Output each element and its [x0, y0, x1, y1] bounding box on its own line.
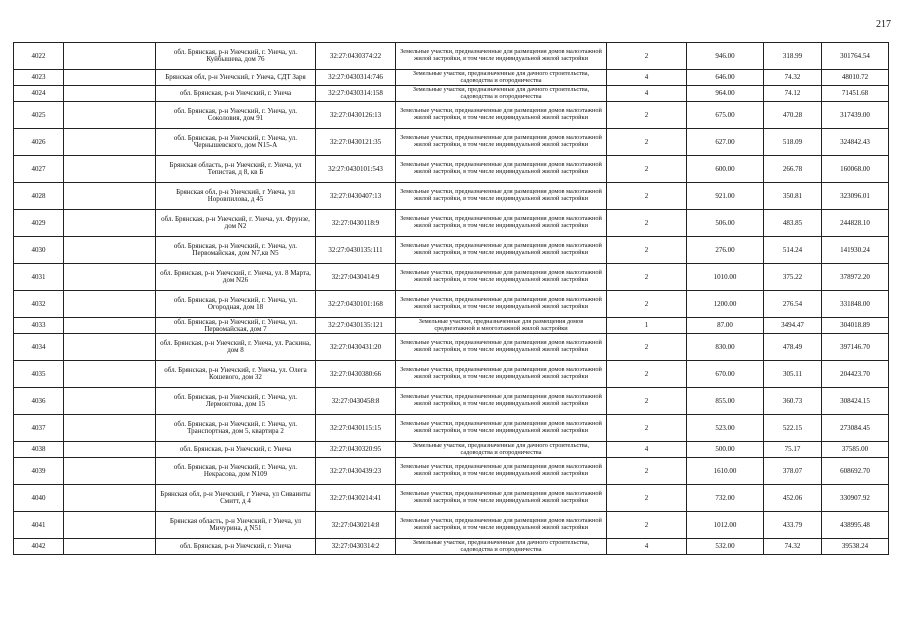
blank-cell — [64, 210, 156, 237]
land-use-cell: Земельные участки, предназначенные для размещения домов малоэтажной жилой застройки, в том числе индивидуальной жилой застройки — [396, 291, 607, 318]
cadastral-value-cell: 160068.00 — [822, 156, 889, 183]
area-cell: 921.00 — [687, 183, 764, 210]
cadastral-number-cell: 32:27:0430431:20 — [316, 334, 396, 361]
group-cell: 4 — [607, 70, 687, 86]
address-cell: обл. Брянская, р-н Унечский, г. Унеча, ул. Первомайская, дом N7,кв N5 — [156, 237, 316, 264]
table-row — [14, 388, 889, 415]
cadastral-number-cell: 32:27:0430214:41 — [316, 485, 396, 512]
area-cell: 946.00 — [687, 43, 764, 70]
land-use-cell: Земельные участки, предназначенные для размещения домов малоэтажной жилой застройки, в том числе индивидуальной жилой застройки — [396, 43, 607, 70]
land-use-cell: Земельные участки, предназначенные для размещения домов малоэтажной жилой застройки, в том числе индивидуальной жилой застройки — [396, 334, 607, 361]
record-number: 4037 — [14, 415, 64, 442]
table-row — [14, 442, 889, 458]
record-number: 4038 — [14, 442, 64, 458]
table-row — [14, 458, 889, 485]
specific-value-cell: 318.99 — [764, 43, 822, 70]
blank-cell — [64, 458, 156, 485]
land-use-cell: Земельные участки, предназначенные для дачного строительства, садоводства и огородничества — [396, 70, 607, 86]
group-cell: 2 — [607, 264, 687, 291]
cadastral-number-cell: 32:27:0430314:158 — [316, 86, 396, 102]
blank-cell — [64, 512, 156, 539]
record-number: 4036 — [14, 388, 64, 415]
specific-value-cell: 74.12 — [764, 86, 822, 102]
area-cell: 87.00 — [687, 318, 764, 334]
address-cell: обл. Брянская, р-н Унечский, г. Унеча, ул. Фрунзе, дом N2 — [156, 210, 316, 237]
address-cell: обл. Брянская, р-н Унечский, г. Унеча, ул. Лермонтова, дом 15 — [156, 388, 316, 415]
table-row — [14, 291, 889, 318]
group-cell: 2 — [607, 156, 687, 183]
group-cell: 2 — [607, 210, 687, 237]
cadastral-value-cell: 48010.72 — [822, 70, 889, 86]
land-use-cell: Земельные участки, предназначенные для размещения домов малоэтажной жилой застройки, в том числе индивидуальной жилой застройки — [396, 361, 607, 388]
cadastral-number-cell: 32:27:0430439:23 — [316, 458, 396, 485]
cadastral-value-cell: 71451.68 — [822, 86, 889, 102]
area-cell: 1200.00 — [687, 291, 764, 318]
area-cell: 646.00 — [687, 70, 764, 86]
table-row — [14, 129, 889, 156]
group-cell: 2 — [607, 458, 687, 485]
cadastral-value-cell: 301764.54 — [822, 43, 889, 70]
cadastral-number-cell: 32:27:0430118:9 — [316, 210, 396, 237]
table-row — [14, 43, 889, 70]
specific-value-cell: 514.24 — [764, 237, 822, 264]
group-cell: 2 — [607, 361, 687, 388]
record-number: 4042 — [14, 539, 64, 555]
record-number: 4039 — [14, 458, 64, 485]
address-cell: обл. Брянская, р-н Унечский, г. Унеча, ул. Некрасова, дом N109 — [156, 458, 316, 485]
specific-value-cell: 75.17 — [764, 442, 822, 458]
table-row — [14, 539, 889, 555]
table-row — [14, 86, 889, 102]
address-cell: обл. Брянская, р-н Унечский, г. Унеча, ул. Первомайская, дом 7 — [156, 318, 316, 334]
record-number: 4031 — [14, 264, 64, 291]
cadastral-number-cell: 32:27:0430135:121 — [316, 318, 396, 334]
record-number: 4022 — [14, 43, 64, 70]
land-use-cell: Земельные участки, предназначенные для размещения домов малоэтажной жилой застройки, в том числе индивидуальной жилой застройки — [396, 183, 607, 210]
address-cell: Брянская обл, р-н Унечский, г Унеча, ул Ноpовпилова, д 45 — [156, 183, 316, 210]
cadastral-number-cell: 32:27:0430314:746 — [316, 70, 396, 86]
land-use-cell: Земельные участки, предназначенные для размещения домов малоэтажной жилой застройки, в том числе индивидуальной жилой застройки — [396, 237, 607, 264]
record-number: 4041 — [14, 512, 64, 539]
group-cell: 2 — [607, 334, 687, 361]
table-row — [14, 512, 889, 539]
group-cell: 2 — [607, 485, 687, 512]
record-number: 4033 — [14, 318, 64, 334]
cadastral-number-cell: 32:27:0430374:22 — [316, 43, 396, 70]
cadastral-value-cell: 273084.45 — [822, 415, 889, 442]
record-number: 4028 — [14, 183, 64, 210]
cadastral-number-cell: 32:27:0430135:111 — [316, 237, 396, 264]
address-cell: Брянская обл, р-н Унечский, г Унеча, ул Сиваинты Смитт, д 4 — [156, 485, 316, 512]
area-cell: 675.00 — [687, 102, 764, 129]
table-row — [14, 318, 889, 334]
address-cell: Брянская область, р-н Унечский, г Унеча, ул Мичурина, д N51 — [156, 512, 316, 539]
record-number: 4023 — [14, 70, 64, 86]
specific-value-cell: 522.15 — [764, 415, 822, 442]
specific-value-cell: 478.49 — [764, 334, 822, 361]
cadastral-value-cell: 397146.70 — [822, 334, 889, 361]
group-cell: 2 — [607, 129, 687, 156]
address-cell: обл. Брянская, р-н Унечский, г. Унеча — [156, 442, 316, 458]
blank-cell — [64, 291, 156, 318]
cadastral-number-cell: 32:27:0430414:9 — [316, 264, 396, 291]
record-number: 4030 — [14, 237, 64, 264]
record-number: 4035 — [14, 361, 64, 388]
blank-cell — [64, 334, 156, 361]
land-use-cell: Земельные участки, предназначенные для размещения домов малоэтажной жилой застройки, в том числе индивидуальной жилой застройки — [396, 102, 607, 129]
blank-cell — [64, 485, 156, 512]
address-cell: обл. Брянская, р-н Унечский, г. Унеча, ул. Олега Кошевого, дом 32 — [156, 361, 316, 388]
address-cell: обл. Брянская, р-н Унечский, г. Унеча, ул. Раскина, дом 8 — [156, 334, 316, 361]
blank-cell — [64, 361, 156, 388]
address-cell: обл. Брянская, р-н Унечский, г. Унеча — [156, 539, 316, 555]
specific-value-cell: 375.22 — [764, 264, 822, 291]
group-cell: 2 — [607, 43, 687, 70]
table-row — [14, 102, 889, 129]
area-cell: 830.00 — [687, 334, 764, 361]
blank-cell — [64, 237, 156, 264]
blank-cell — [64, 442, 156, 458]
cadastral-number-cell: 32:27:0430126:13 — [316, 102, 396, 129]
cadastral-value-cell: 323096.01 — [822, 183, 889, 210]
land-use-cell: Земельные участки, предназначенные для дачного строительства, садоводства и огородничества — [396, 442, 607, 458]
table-row — [14, 210, 889, 237]
cadastral-value-cell: 330907.92 — [822, 485, 889, 512]
record-number: 4026 — [14, 129, 64, 156]
cadastral-value-cell: 324842.43 — [822, 129, 889, 156]
specific-value-cell: 276.54 — [764, 291, 822, 318]
group-cell: 1 — [607, 318, 687, 334]
group-cell: 2 — [607, 512, 687, 539]
cadastral-value-cell: 37585.00 — [822, 442, 889, 458]
record-number: 4032 — [14, 291, 64, 318]
area-cell: 1010.00 — [687, 264, 764, 291]
address-cell: обл. Брянская, р-н Унечский, г. Унеча, ул. Чернышевского, дом N15-А — [156, 129, 316, 156]
area-cell: 600.00 — [687, 156, 764, 183]
land-use-cell: Земельные участки, предназначенные для размещения домов малоэтажной жилой застройки, в том числе индивидуальной жилой застройки — [396, 458, 607, 485]
area-cell: 276.00 — [687, 237, 764, 264]
area-cell: 1610.00 — [687, 458, 764, 485]
cadastral-value-cell: 39538.24 — [822, 539, 889, 555]
record-number: 4027 — [14, 156, 64, 183]
table-row — [14, 361, 889, 388]
specific-value-cell: 433.79 — [764, 512, 822, 539]
address-cell: обл. Брянская, р-н Унечский, г. Унеча, ул. 8 Марта, дом N26 — [156, 264, 316, 291]
cadastral-value-cell: 141930.24 — [822, 237, 889, 264]
specific-value-cell: 74.32 — [764, 70, 822, 86]
land-use-cell: Земельные участки, предназначенные для размещения домов малоэтажной жилой застройки, в том числе индивидуальной жилой застройки — [396, 264, 607, 291]
blank-cell — [64, 70, 156, 86]
address-cell: Брянская область, р-н Унечский, г. Унеча, ул Тепистая, д 8, кв Б — [156, 156, 316, 183]
cadastral-number-cell: 32:27:0430407:13 — [316, 183, 396, 210]
record-number: 4040 — [14, 485, 64, 512]
specific-value-cell: 470.28 — [764, 102, 822, 129]
table-row — [14, 70, 889, 86]
address-cell: обл. Брянская, р-н Унечский, г. Унеча, ул. Куйбышева, дом 76 — [156, 43, 316, 70]
land-use-cell: Земельные участки, предназначенные для дачного строительства, садоводства и огородничества — [396, 86, 607, 102]
cadastral-number-cell: 32:27:0430121:35 — [316, 129, 396, 156]
table-row — [14, 415, 889, 442]
cadastral-number-cell: 32:27:0430458:8 — [316, 388, 396, 415]
group-cell: 4 — [607, 539, 687, 555]
area-cell: 964.00 — [687, 86, 764, 102]
area-cell: 1012.00 — [687, 512, 764, 539]
specific-value-cell: 266.78 — [764, 156, 822, 183]
address-cell: обл. Брянская, р-н Унечский, г. Унеча, ул. Соколовия, дом 91 — [156, 102, 316, 129]
cadastral-value-cell: 331848.00 — [822, 291, 889, 318]
group-cell: 2 — [607, 237, 687, 264]
land-use-cell: Земельные участки, предназначенные для размещения домов малоэтажной жилой застройки, в том числе индивидуальной жилой застройки — [396, 415, 607, 442]
specific-value-cell: 378.07 — [764, 458, 822, 485]
cadastral-value-cell: 317439.00 — [822, 102, 889, 129]
cadastral-number-cell: 32:27:0430101:168 — [316, 291, 396, 318]
record-number: 4029 — [14, 210, 64, 237]
blank-cell — [64, 539, 156, 555]
table-row — [14, 183, 889, 210]
address-cell: обл. Брянская, р-н Унечский, г. Унеча, ул. Огородная, дом 18 — [156, 291, 316, 318]
blank-cell — [64, 86, 156, 102]
record-number: 4034 — [14, 334, 64, 361]
table-row — [14, 485, 889, 512]
specific-value-cell: 518.09 — [764, 129, 822, 156]
group-cell: 2 — [607, 102, 687, 129]
table-row — [14, 334, 889, 361]
blank-cell — [64, 183, 156, 210]
area-cell: 732.00 — [687, 485, 764, 512]
group-cell: 2 — [607, 388, 687, 415]
group-cell: 4 — [607, 86, 687, 102]
land-use-cell: Земельные участки, предназначенные для размещения домов малоэтажной жилой застройки, в том числе индивидуальной жилой застройки — [396, 485, 607, 512]
land-use-cell: Земельные участки, предназначенные для размещения домов малоэтажной жилой застройки, в том числе индивидуальной жилой застройки — [396, 512, 607, 539]
area-cell: 500.00 — [687, 442, 764, 458]
cadastral-value-cell: 244828.10 — [822, 210, 889, 237]
specific-value-cell: 483.85 — [764, 210, 822, 237]
area-cell: 670.00 — [687, 361, 764, 388]
blank-cell — [64, 415, 156, 442]
cadastral-value-cell: 378972.20 — [822, 264, 889, 291]
land-use-cell: Земельные участки, предназначенные для размещения домов малоэтажной жилой застройки, в том числе индивидуальной жилой застройки — [396, 129, 607, 156]
blank-cell — [64, 156, 156, 183]
land-use-cell: Земельные участки, предназначенные для размещения домов среднеэтажной и многоэтажной жилой застройки — [396, 318, 607, 334]
table-row — [14, 237, 889, 264]
group-cell: 2 — [607, 415, 687, 442]
area-cell: 532.00 — [687, 539, 764, 555]
blank-cell — [64, 388, 156, 415]
specific-value-cell: 74.32 — [764, 539, 822, 555]
table-row — [14, 264, 889, 291]
group-cell: 4 — [607, 442, 687, 458]
blank-cell — [64, 318, 156, 334]
specific-value-cell: 305.11 — [764, 361, 822, 388]
cadastral-number-cell: 32:27:0430314:2 — [316, 539, 396, 555]
specific-value-cell: 3494.47 — [764, 318, 822, 334]
cadastral-value-cell: 438995.48 — [822, 512, 889, 539]
land-use-cell: Земельные участки, предназначенные для размещения домов малоэтажной жилой застройки, в том числе индивидуальной жилой застройки — [396, 388, 607, 415]
page-number: 217 — [876, 19, 891, 30]
table-row — [14, 156, 889, 183]
group-cell: 2 — [607, 291, 687, 318]
specific-value-cell: 360.73 — [764, 388, 822, 415]
cadastral-number-cell: 32:27:0430115:15 — [316, 415, 396, 442]
cadastral-number-cell: 32:27:0430320:95 — [316, 442, 396, 458]
land-use-cell: Земельные участки, предназначенные для дачного строительства, садоводства и огородничества — [396, 539, 607, 555]
land-use-cell: Земельные участки, предназначенные для размещения домов малоэтажной жилой застройки, в том числе индивидуальной жилой застройки — [396, 156, 607, 183]
blank-cell — [64, 129, 156, 156]
area-cell: 855.00 — [687, 388, 764, 415]
cadastral-number-cell: 32:27:0430214:8 — [316, 512, 396, 539]
address-cell: Брянская обл, р-н Унечский, г Унеча, СДТ Заря — [156, 70, 316, 86]
cadastral-value-cell: 204423.70 — [822, 361, 889, 388]
table-body — [14, 43, 889, 555]
record-number: 4025 — [14, 102, 64, 129]
cadastral-value-cell: 608692.70 — [822, 458, 889, 485]
specific-value-cell: 452.06 — [764, 485, 822, 512]
area-cell: 627.00 — [687, 129, 764, 156]
cadastral-value-table — [13, 42, 889, 555]
address-cell: обл. Брянская, р-н Унечский, г. Унеча, ул. Транспортная, дом 5, квартира 2 — [156, 415, 316, 442]
blank-cell — [64, 43, 156, 70]
cadastral-value-cell: 308424.15 — [822, 388, 889, 415]
blank-cell — [64, 264, 156, 291]
cadastral-number-cell: 32:27:0430380:66 — [316, 361, 396, 388]
area-cell: 506.00 — [687, 210, 764, 237]
cadastral-value-cell: 304018.89 — [822, 318, 889, 334]
blank-cell — [64, 102, 156, 129]
address-cell: обл. Брянская, р-н Унечский, г. Унеча — [156, 86, 316, 102]
land-use-cell: Земельные участки, предназначенные для размещения домов малоэтажной жилой застройки, в том числе индивидуальной жилой застройки — [396, 210, 607, 237]
specific-value-cell: 350.81 — [764, 183, 822, 210]
cadastral-number-cell: 32:27:0430101:543 — [316, 156, 396, 183]
group-cell: 2 — [607, 183, 687, 210]
record-number: 4024 — [14, 86, 64, 102]
area-cell: 523.00 — [687, 415, 764, 442]
